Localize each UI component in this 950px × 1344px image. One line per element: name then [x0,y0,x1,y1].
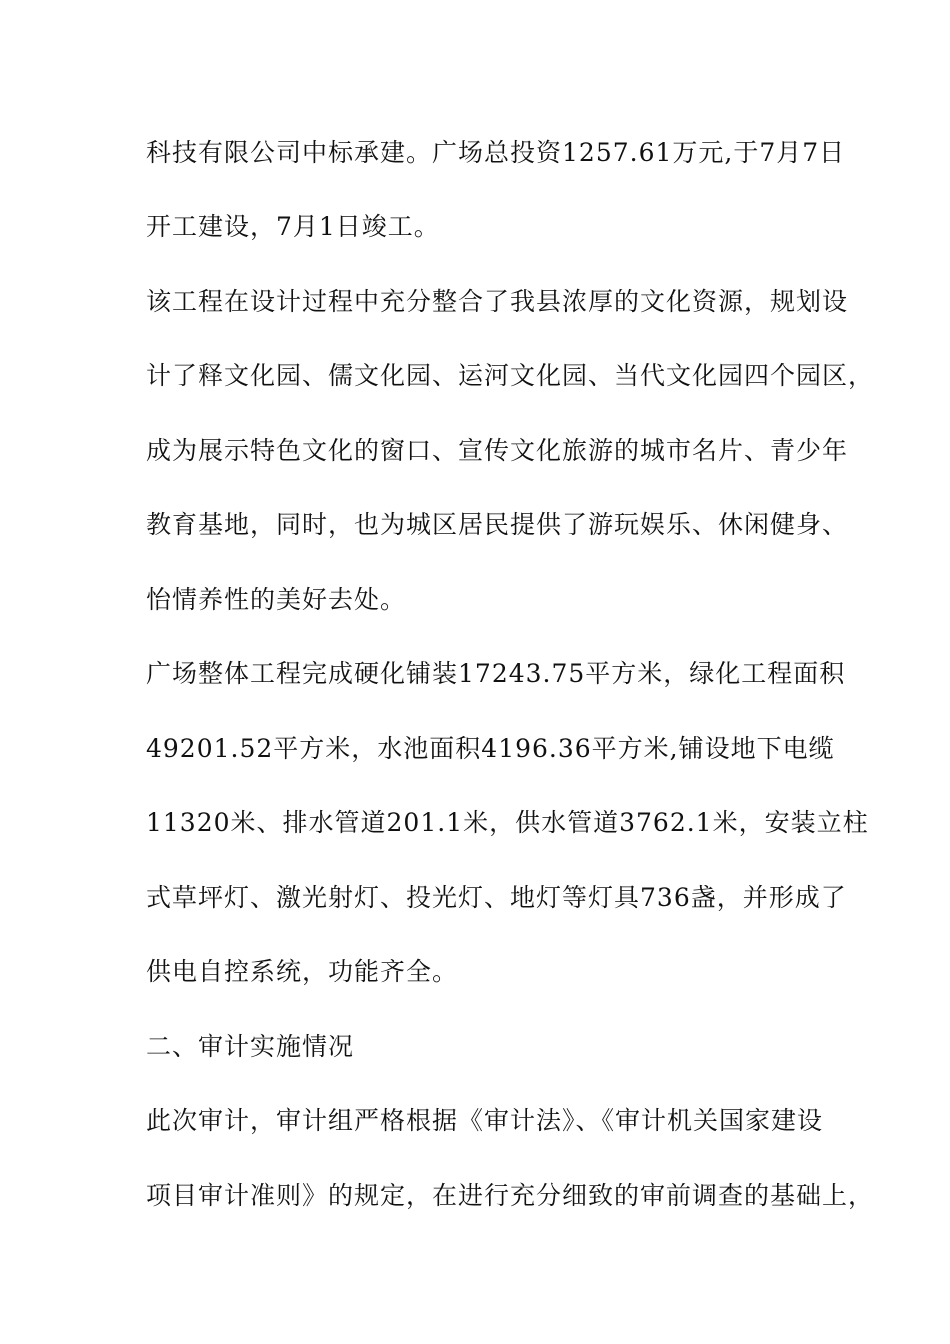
text-line: 该工程在设计过程中充分整合了我县浓厚的文化资源，规划设 [146,287,849,316]
text-line: 计了释文化园、儒文化园、运河文化园、当代文化园四个园区， [146,361,875,390]
text-line: 供电自控系统，功能齐全。 [146,957,459,986]
text-line: 成为展示特色文化的窗口、宣传文化旅游的城市名片、青少年 [146,436,849,465]
text-line: 开工建设，7月1日竣工。 [146,212,440,241]
text-line: 怡情养性的美好去处。 [146,585,407,614]
text-line: 广场整体工程完成硬化铺装17243.75平方米，绿化工程面积 [146,659,846,688]
text-line: 项目审计准则》的规定，在进行充分细致的审前调查的基础上， [146,1181,875,1210]
section-heading: 二、审计实施情况 [146,1032,355,1061]
text-line: 教育基地，同时，也为城区居民提供了游玩娱乐、休闲健身、 [146,510,849,539]
text-line: 此次审计，审计组严格根据《审计法》、《审计机关国家建设 [146,1106,824,1135]
text-line: 49201.52平方米，水池面积4196.36平方米,铺设地下电缆 [146,734,835,763]
text-line: 11320米、排水管道201.1米，供水管道3762.1米，安装立柱 [146,808,869,837]
text-line: 科技有限公司中标承建。广场总投资1257.61万元,于7月7日 [146,138,846,167]
text-line: 式草坪灯、激光射灯、投光灯、地灯等灯具736盏，并形成了 [146,883,847,912]
